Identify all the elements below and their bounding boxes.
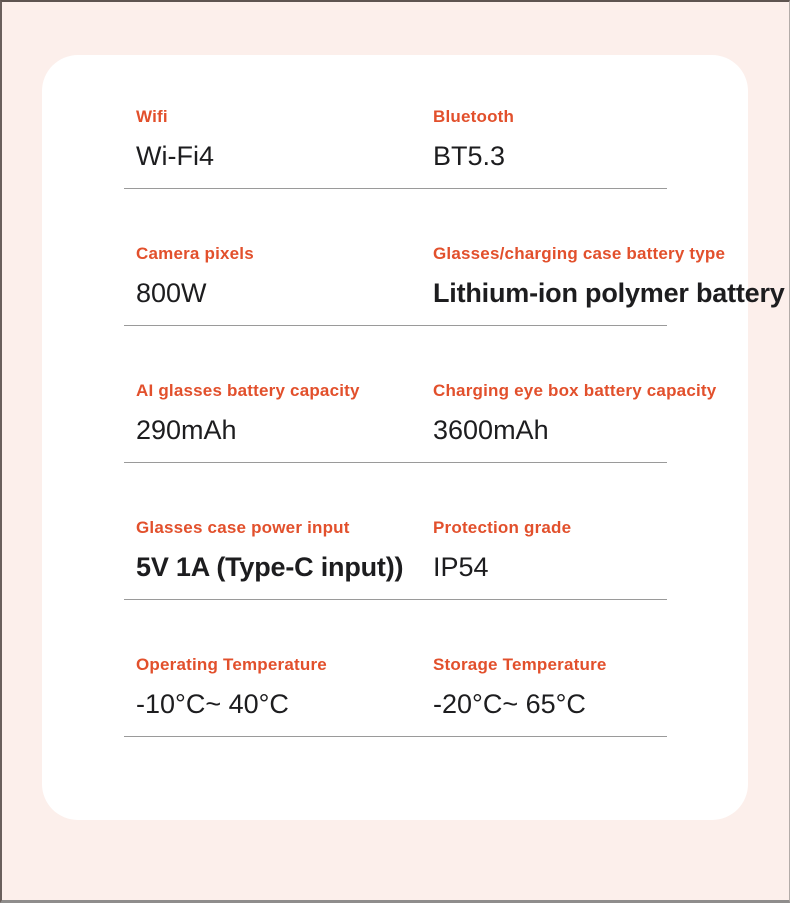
spec-row-battery-capacities (124, 326, 717, 463)
spec-row-power-protection (124, 463, 667, 600)
spec-cell-protection-grade (421, 518, 667, 584)
spec-label: Camera pixels (136, 244, 254, 263)
specs-card (42, 55, 785, 820)
spec-cell-operating-temp (124, 655, 421, 721)
spec-label: Storage Temperature (433, 655, 607, 674)
spec-label: Operating Temperature (136, 655, 327, 674)
spec-value: 3600mAh (433, 415, 549, 445)
spec-cell-battery-type (421, 244, 785, 310)
spec-label: AI glasses battery capacity (136, 381, 360, 400)
spec-value: Lithium-ion polymer battery (433, 278, 785, 308)
spec-cell-case-battery (421, 381, 716, 447)
spec-row-camera-batterytype (124, 189, 785, 326)
spec-cell-glasses-battery (124, 381, 421, 447)
spec-value: IP54 (433, 552, 489, 582)
spec-cell-power-input (124, 518, 421, 584)
spec-value: BT5.3 (433, 141, 506, 171)
spec-value: 800W (136, 278, 207, 308)
spec-label: Glasses case power input (136, 518, 350, 537)
spec-cell-bluetooth (421, 107, 667, 173)
spec-row-wifi-bluetooth (124, 55, 667, 189)
spec-label: Glasses/charging case battery type (433, 244, 726, 263)
spec-label: Charging eye box battery capacity (433, 381, 717, 400)
spec-value: -20°C~ 65°C (433, 689, 586, 719)
spec-value: 5V 1A (Type-C input)) (136, 552, 404, 582)
spec-value: 290mAh (136, 415, 237, 445)
spec-label: Wifi (136, 107, 168, 126)
spec-cell-camera-pixels (124, 244, 421, 310)
spec-value: -10°C~ 40°C (136, 689, 289, 719)
spec-label: Bluetooth (433, 107, 515, 126)
spec-cell-storage-temp (421, 655, 667, 721)
spec-value: Wi-Fi4 (136, 141, 214, 171)
spec-row-temperatures (124, 600, 667, 737)
spec-cell-wifi (124, 107, 421, 173)
spec-label: Protection grade (433, 518, 572, 537)
